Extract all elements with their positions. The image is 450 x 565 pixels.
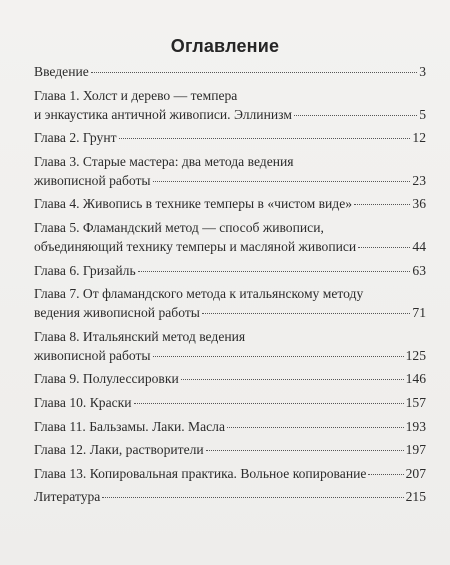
toc-entry-title-line: Глава 7. От фламандского метода к итальянскому методу <box>34 286 364 302</box>
toc-entry <box>34 417 426 436</box>
toc-entry-title-line: Глава 12. Лаки, растворители <box>34 442 204 458</box>
toc-page-number: 63 <box>412 262 426 278</box>
table-of-contents <box>34 62 426 511</box>
toc-entry-title-line: Глава 10. Краски <box>34 394 132 410</box>
toc-entry-title-line: Глава 1. Холст и дерево — темпера <box>34 87 238 103</box>
dot-leader <box>119 138 411 139</box>
toc-entry-last-line <box>34 194 426 213</box>
toc-entry-last-line <box>34 346 426 365</box>
toc-entry-title-line: объединяющий технику темперы и масляной живописи <box>34 238 357 254</box>
toc-entry <box>34 393 426 412</box>
toc-entry <box>34 464 426 483</box>
toc-entry-title-line: Введение <box>34 64 89 79</box>
toc-entry-title-line: Глава 9. Полулессировки <box>34 371 179 387</box>
dot-leader <box>181 379 404 380</box>
toc-entry <box>34 218 426 256</box>
toc-entry <box>34 152 426 190</box>
toc-page-number: 125 <box>405 347 426 363</box>
toc-entry-last-line <box>34 464 426 483</box>
toc-entry <box>34 86 426 124</box>
toc-entry-title-line: Глава 13. Копировальная практика. Вольное копирование <box>34 465 367 481</box>
dot-leader <box>227 427 404 428</box>
dot-leader <box>202 313 411 314</box>
toc-entry <box>34 284 426 322</box>
toc-entry-last-line <box>34 105 426 124</box>
toc-page-number: 71 <box>412 305 426 321</box>
toc-entry-last-line <box>34 128 426 147</box>
toc-entry-last-line <box>34 417 426 436</box>
toc-entry-title-line: Глава 5. Фламандский метод — способ живописи, <box>34 219 324 235</box>
toc-entry-last-line <box>34 237 426 256</box>
toc-entry-title-line: Глава 6. Гризайль <box>34 262 136 278</box>
toc-entry-title-line: Глава 4. Живопись в технике темперы в «чистом виде» <box>34 196 353 212</box>
toc-entry-last-line <box>34 171 426 190</box>
toc-entry <box>34 62 426 81</box>
toc-page-number: 193 <box>405 418 426 434</box>
toc-entry <box>34 261 426 280</box>
toc-entry <box>34 440 426 459</box>
toc-entry-title-line: живописной работы <box>34 347 151 363</box>
toc-page-number: 23 <box>412 172 426 188</box>
toc-entry-last-line <box>34 440 426 459</box>
dot-leader <box>153 181 411 182</box>
toc-entry-title-line: Глава 3. Старые мастера: два метода ведения <box>34 153 294 169</box>
dot-leader <box>102 497 403 498</box>
dot-leader <box>368 474 403 475</box>
dot-leader <box>138 271 411 272</box>
toc-page-number: 215 <box>405 489 426 505</box>
toc-entry-title-line: Глава 8. Итальянский метод ведения <box>34 328 246 344</box>
dot-leader <box>354 204 410 205</box>
dot-leader <box>358 247 410 248</box>
toc-entry-last-line <box>34 303 426 322</box>
toc-page-number: 3 <box>419 64 426 79</box>
toc-entry <box>34 194 426 213</box>
toc-entry-title-line: живописной работы <box>34 172 151 188</box>
dot-leader <box>294 115 417 116</box>
page-title: Оглавление <box>170 36 280 56</box>
toc-page-number: 36 <box>412 196 426 212</box>
toc-page-number: 12 <box>412 130 426 146</box>
dot-leader <box>91 72 417 73</box>
toc-page-number: 5 <box>419 106 426 122</box>
toc-entry <box>34 369 426 388</box>
toc-page-number: 44 <box>412 238 426 254</box>
toc-entry-title-line: ведения живописной работы <box>34 305 200 321</box>
toc-entry-last-line <box>34 487 426 506</box>
toc-entry-title-line: Литература <box>34 489 101 505</box>
dot-leader <box>134 403 404 404</box>
toc-page-number: 197 <box>405 442 426 458</box>
toc-entry-last-line <box>34 62 426 81</box>
toc-entry-title-line: и энкаустика античной живописи. Эллинизм <box>34 106 292 122</box>
toc-page-number: 157 <box>405 394 426 410</box>
toc-entry-last-line <box>34 393 426 412</box>
toc-entry <box>34 128 426 147</box>
toc-entry <box>34 327 426 365</box>
toc-page-number: 207 <box>405 465 426 481</box>
toc-page-number: 146 <box>405 371 426 387</box>
dot-leader <box>206 450 404 451</box>
toc-entry-title-line: Глава 11. Бальзамы. Лаки. Масла <box>34 418 225 434</box>
toc-entry <box>34 487 426 506</box>
toc-entry-title-line: Глава 2. Грунт <box>34 130 117 146</box>
toc-entry-last-line <box>34 369 426 388</box>
toc-entry-last-line <box>34 261 426 280</box>
dot-leader <box>153 356 404 357</box>
